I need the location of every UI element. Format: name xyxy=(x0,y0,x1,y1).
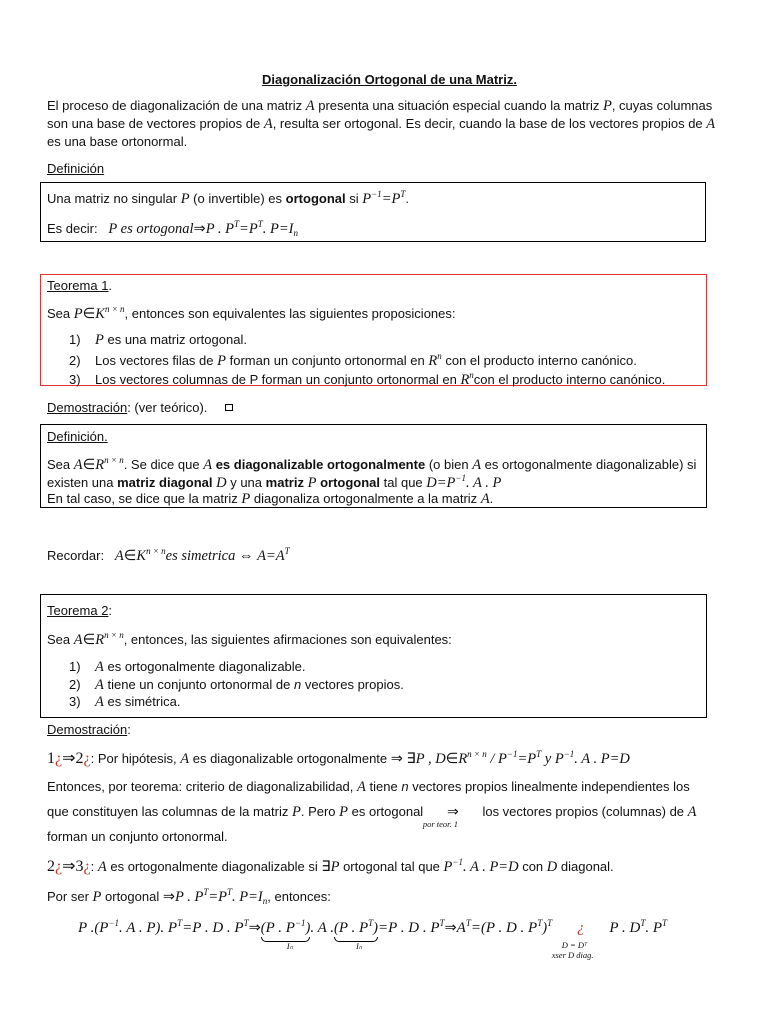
proof-step-2: 2¿⇒3¿: A es ortogonalmente diagonalizable si ∃P ortogonal tal que $P^{-1}$. A . P=D con D diagonal. xyxy=(47,857,614,875)
theorem-1-intro: Sea $P\in K^{n \times n}$, entonces son equivalentes las siguientes proposiciones: xyxy=(47,304,456,322)
theorem-1-item-1: 1) P es una matriz ortogonal. xyxy=(69,332,247,348)
theorem-2-box xyxy=(40,594,707,718)
theorem-1-item-3: 3) Los vectores columnas de P forman un conjunto ortonormal en $R^ncon$ el producto interno canónico. xyxy=(69,370,666,388)
theorem-2-item-1: 1) A es ortogonalmente diagonalizable. xyxy=(69,659,306,675)
intro-line-2: son una base de vectores propios de A, resulta ser ortogonal. Es decir, cuando la base de los vectores propios de A xyxy=(47,116,716,132)
intro-line-1: El proceso de diagonalización de una matriz A presenta una situación especial cuando la matriz P, cuyas columnas xyxy=(47,98,713,114)
recordar-line: Recordar: $A\in K^{n \times n}es$ simetrica ⇔ $A=A^T$ xyxy=(47,546,290,564)
theorem-2-item-2: 2) A tiene un conjunto ortonormal de n vectores propios. xyxy=(69,677,404,693)
intro-line-3: es una base ortonormal. xyxy=(47,134,188,149)
proof-line-3: que constituyen las columnas de la matriz P. Pero P es ortogonal ⇒ por teor. 1 los vectores propios (columnas) de A xyxy=(47,804,697,829)
definition-2-line-3: En tal caso, se dice que la matriz P diagonaliza ortogonalmente a la matriz A. xyxy=(47,491,494,507)
definition-2-line-2: existen una matriz diagonal D y una matriz P ortogonal tal que $D=P^{-1}$. A . P xyxy=(47,473,502,491)
theorem-2-intro: Sea $A\in R^{n \times n}$, entonces, las siguientes afirmaciones son equivalentes: xyxy=(47,630,452,648)
page-title: Diagonalización Ortogonal de una Matriz. xyxy=(262,72,517,87)
definition-line-2: Es decir: P es ortogonal⇒P . $P^T=P^T$. $P=I_n$ xyxy=(47,219,298,238)
definition-2-box xyxy=(40,424,707,508)
proof-line-4: forman un conjunto ortonormal. xyxy=(47,829,228,844)
theorem-1-item-2: 2) Los vectores filas de P forman un conjunto ortonormal en $R^n$ con el producto interno canónico. xyxy=(69,351,637,369)
definition-line-1: Una matriz no singular P (o invertible) es ortogonal si $P^{-1}=P^T$. xyxy=(47,189,409,207)
definition-box xyxy=(40,182,706,242)
final-equation: P $.(P^{-1}$. A . P). $P^T=P$ . D . $P^T\Rightarrow(P$ . $P^{-1}$) Iₙ . A .(P . $P^T$) Iₙ =P . D . $P^T\Rightarrow A^T=(P$ . D . $P^T)^T$ ¿ D = Dᵀ xser D diag. P . $D^T$. $P^T$ xyxy=(78,918,668,960)
demonstration-2-heading: Demostración: xyxy=(47,722,131,737)
proof-step-1: 1¿⇒2¿: Por hipótesis, A es diagonalizable ortogonalmente ⇒ ∃P , $D\in R^{n \times n} / P^{-1}=P^T$ y $P^{-1}$. A . P=D xyxy=(47,749,630,767)
proof-line-2: Entonces, por teorema: criterio de diagonalizabilidad, A tiene n vectores propios linealmente independientes los xyxy=(47,779,690,795)
definition-2-line-1: Sea $A\in R^{n \times n}$. Se dice que A es diagonalizable ortogonalmente (o bien A es ortogonalmente diagonalizable) si xyxy=(47,455,697,473)
demonstration-1: Demostración: (ver teórico). xyxy=(47,400,233,415)
definition-heading: Definición xyxy=(47,161,105,176)
proof-line-6: Por ser P ortogonal ⇒P . $P^T=P^T$. $P=I_n$, entonces: xyxy=(47,887,331,906)
theorem-1-heading: Teorema 1. xyxy=(47,278,113,293)
theorem-2-heading: Teorema 2: xyxy=(47,603,113,618)
theorem-1-box xyxy=(40,274,707,386)
qed-square-icon xyxy=(225,404,233,411)
definition-2-heading: Definición. xyxy=(47,429,108,444)
theorem-2-item-3: 3) A es simétrica. xyxy=(69,694,181,710)
